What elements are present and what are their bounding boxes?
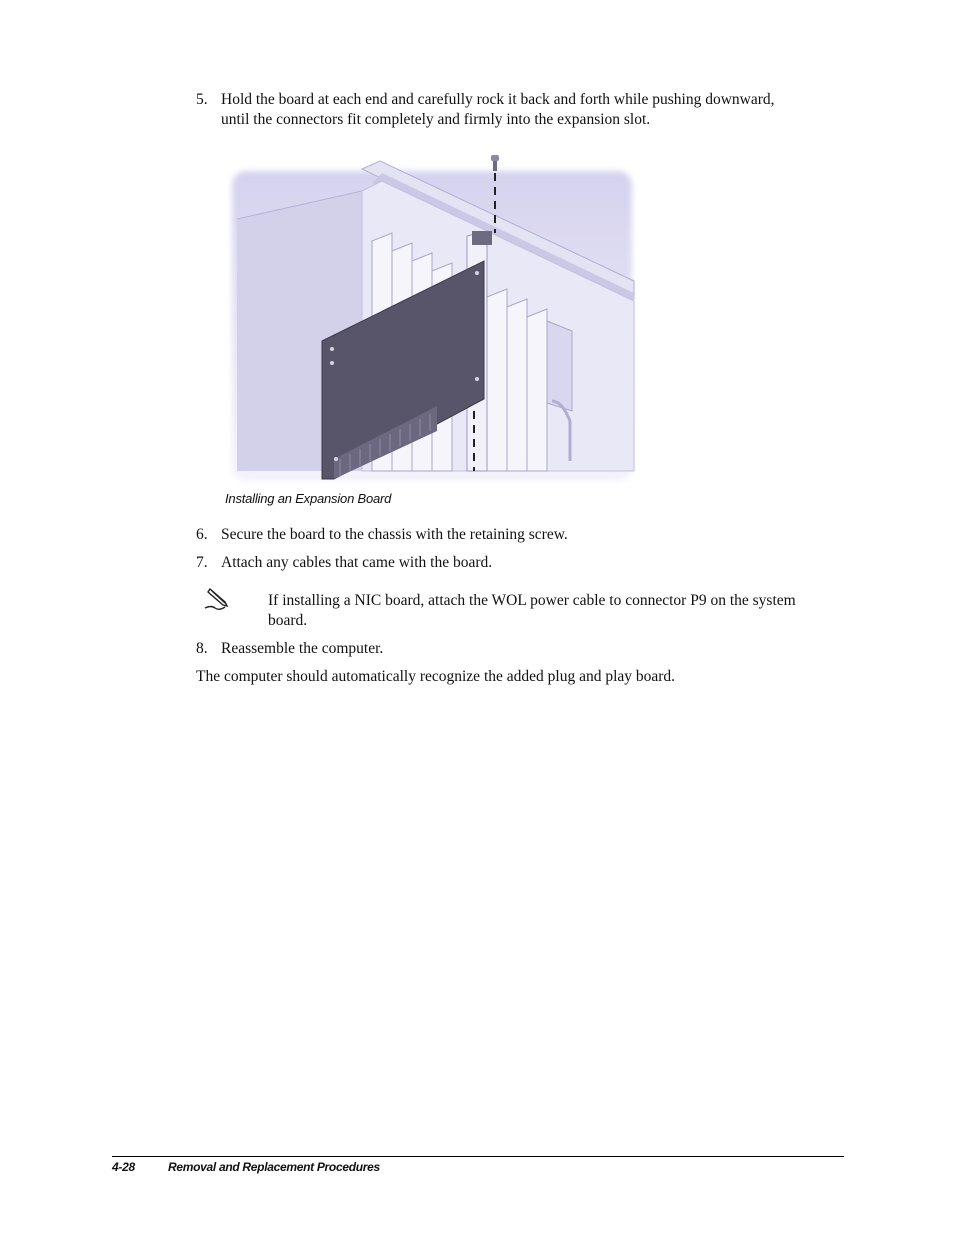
step-number: 8. <box>196 640 208 657</box>
step-number: 5. <box>196 91 208 108</box>
footer-divider <box>112 1156 844 1157</box>
step-text: Hold the board at each end and carefully rock it back and forth while pushing downward, until the connectors fit completely and firmly into the expansion slot. <box>221 91 775 128</box>
step-text: Secure the board to the chassis with the retaining screw. <box>221 526 568 543</box>
figure-caption: Installing an Expansion Board <box>225 491 392 506</box>
note-text: If installing a NIC board, attach the WOL power cable to connector P9 on the system board. <box>268 592 796 629</box>
pencil-note-icon <box>203 588 233 610</box>
step-number: 7. <box>196 554 208 571</box>
step-number: 6. <box>196 526 208 543</box>
step-text: Reassemble the computer. <box>221 640 384 657</box>
closing-paragraph: The computer should automatically recognize the added plug and play board. <box>196 668 676 685</box>
expansion-board-illustration <box>222 141 644 491</box>
step-text: Attach any cables that came with the board. <box>221 554 493 571</box>
page-number: 4-28 <box>112 1160 135 1174</box>
footer-section-title: Removal and Replacement Procedures <box>168 1160 380 1174</box>
